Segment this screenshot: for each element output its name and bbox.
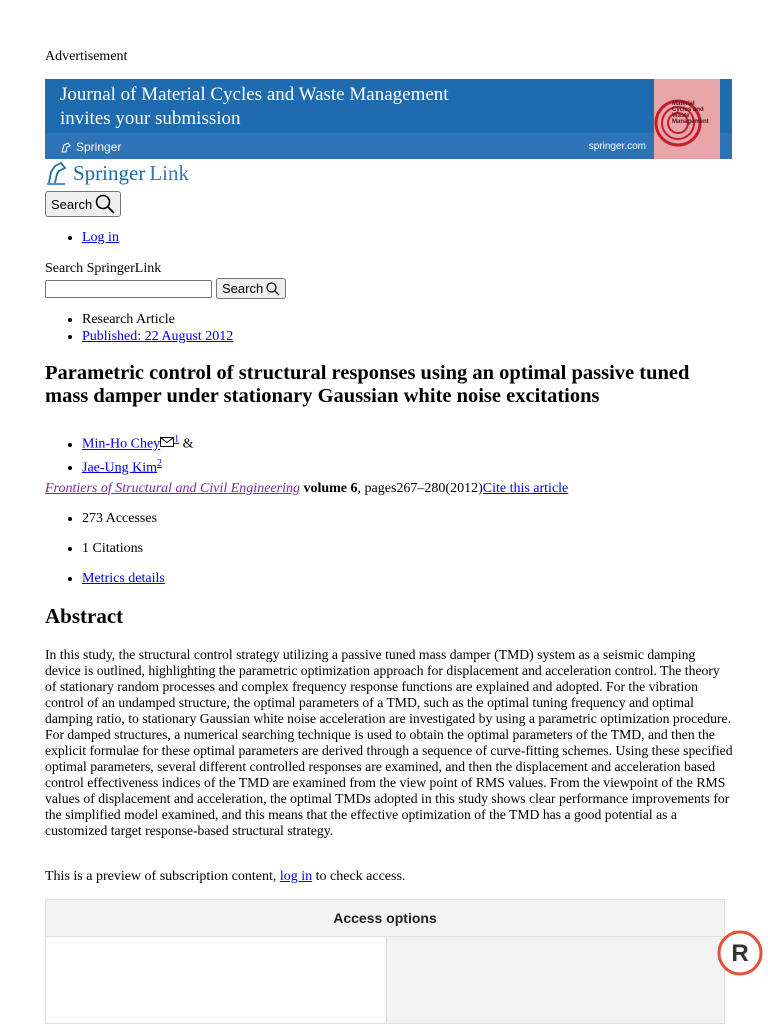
- ad-headline: [60, 83, 449, 131]
- r-badge-icon[interactable]: [715, 928, 765, 978]
- citations-count: • 1 Citations: [82, 540, 165, 570]
- r-badge-letter: R: [731, 940, 749, 967]
- pages: , pages267–280(2012): [357, 481, 483, 496]
- preview-text-before: This is a preview of subscription content,: [45, 869, 280, 884]
- metrics-item: [82, 570, 165, 600]
- account-nav: [45, 230, 119, 246]
- search-icon: [266, 282, 280, 296]
- abstract-heading: Abstract: [45, 604, 124, 628]
- ad-banner[interactable]: [45, 79, 732, 159]
- ad-headline-line1: Journal of Material Cycles and Waste Management: [60, 84, 449, 105]
- springer-horse-logo-icon: [45, 160, 69, 186]
- cover-title: Material Cycles and Waste Management: [672, 101, 709, 125]
- ad-site: springer.com: [588, 141, 646, 152]
- volume: volume 6: [303, 481, 358, 496]
- springer-horse-icon: [60, 141, 72, 153]
- affiliation-link[interactable]: 2: [157, 457, 163, 469]
- author-item: [82, 454, 194, 478]
- springerlink-logo[interactable]: [45, 160, 189, 186]
- article-type: • Research Article: [82, 311, 233, 328]
- header-search-button[interactable]: [45, 191, 121, 217]
- published-item: [82, 328, 233, 345]
- login-link[interactable]: Log in: [82, 230, 119, 245]
- access-options-panel: [45, 899, 725, 1024]
- cite-this-article-link[interactable]: Cite this article: [482, 481, 569, 496]
- author-separator: &: [182, 436, 194, 452]
- article-meta: [45, 311, 233, 345]
- author-list: [45, 430, 194, 477]
- article-title: Parametric control of structural responses using an optimal passive tuned mass damper under stationary Gaussian white noise excitations: [45, 362, 690, 407]
- logo-springer-text: Springer: [73, 160, 146, 185]
- ad-headline-line2: invites your submission: [60, 108, 241, 129]
- accesses-count: • 273 Accesses: [82, 510, 165, 540]
- search-submit-label: Search: [222, 281, 264, 296]
- affiliation-link[interactable]: 1: [174, 434, 180, 445]
- article-metrics: [45, 510, 165, 600]
- author-link[interactable]: Min-Ho Chey: [82, 436, 161, 452]
- journal-cover-image: [654, 79, 720, 159]
- published-date-link[interactable]: Published: 22 August 2012: [82, 329, 234, 344]
- author-link[interactable]: Jae-Ung Kim: [82, 460, 158, 476]
- search-input[interactable]: [45, 280, 212, 298]
- citation-line: [45, 481, 568, 497]
- ad-brand-label: Springer: [76, 140, 122, 154]
- preview-text-after: to check access.: [312, 869, 406, 884]
- author-item: [82, 430, 194, 454]
- preview-notice: [45, 869, 405, 885]
- preview-login-link[interactable]: log in: [279, 869, 313, 884]
- abstract-text: In this study, the structural control strategy utilizing a passive tuned mass damper (TMD) system as a seismic damping device is outlined, highlighting the parametric optimization approach for displacement and acceleration control. The theory of stationary random processes and complex frequency response functions are explained and adopted. For the vibration control of an undamped structure, the optimal parameters of a TMD, such as the optimal tuning frequency and optimal damping ratio, to stationary Gaussian white noise acceleration are investigated by using a parametric optimization procedure. For damped structures, a numerical searching technique is used to obtain the optimal parameters of the TMD, and then the explicit formulae for these optimal parameters are derived through a sequence of curve-fitting schemes. Using these specified optimal parameters, several different controlled responses are examined, and then the displacement and acceleration based control effectiveness indices of the TMD are examined from the view point of RMS values. From the viewpoint of the RMS values of displacement and acceleration, the optimal TMDs adopted in this study shows clear performance improvements for the simplified model examined, and this means that the effective optimization of the TMD has a good potential as a customized target response-based structural strategy.: [45, 647, 733, 838]
- ad-brand: [60, 140, 121, 154]
- advertisement-label: Advertisement: [45, 49, 128, 64]
- search-icon: [95, 194, 115, 214]
- email-icon[interactable]: [160, 437, 174, 447]
- login-item: [82, 230, 119, 246]
- metrics-details-link[interactable]: Metrics details: [82, 571, 165, 586]
- search-submit-button[interactable]: [216, 278, 286, 299]
- header-search-label: Search: [51, 196, 93, 212]
- journal-link[interactable]: Frontiers of Structural and Civil Engineering: [45, 481, 300, 496]
- search-label: Search SpringerLink: [45, 261, 162, 276]
- access-option-card[interactable]: [46, 937, 387, 1023]
- logo-link-text: Link: [149, 160, 189, 185]
- access-options-heading: Access options: [46, 900, 724, 937]
